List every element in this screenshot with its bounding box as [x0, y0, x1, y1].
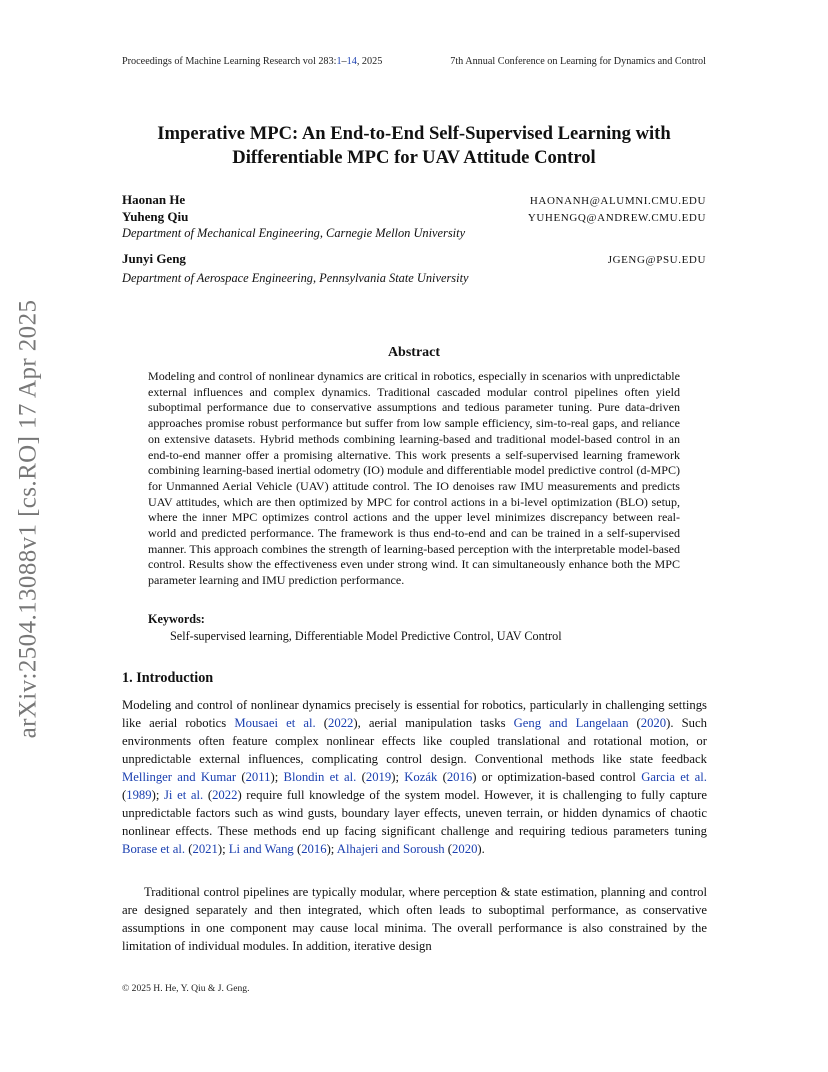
keywords-label: Keywords:: [148, 612, 205, 626]
citation-link[interactable]: Blondin et al.: [283, 769, 357, 784]
author-email: HAONANH@ALUMNI.CMU.EDU: [529, 195, 706, 207]
title-line-1: Imperative MPC: An End-to-End Self-Supervised Learning with: [157, 123, 671, 144]
citation-year-link[interactable]: 2011: [245, 769, 271, 784]
intro-paragraph-1: Modeling and control of nonlinear dynamics precisely is essential for robotics, particularly in challenging settings like aerial robotics Mousaei et al. (2022), aerial manipulation tasks Geng and Langelaan (2020). Such environments often feature complex nonlinear effects like coupled translational and rotational motion, or unpredictable external influences, complicating control design. Conventional methods like state feedback Mellinger and Kumar (2011); Blondin et al. (2019); Kozák (2016) or optimization-based control Garcia et al. (1989); Ji et al. (2022) require full knowledge of the system model. However, it is challenging to fully capture unpredictable factors such as wind gusts, boundary layer effects, uneven terrain, or hidden dynamics of chaotic nonlinear effects. These methods end up facing significant challenge and requiring tedious parameters tuning Borase et al. (2021); Li and Wang (2016); Alhajeri and Soroush (2020).: [122, 698, 707, 856]
citation-year-link[interactable]: 2016: [301, 841, 327, 856]
author-email: JGENG@PSU.EDU: [607, 254, 706, 266]
citation-year-link[interactable]: 2020: [640, 715, 667, 730]
citation-link[interactable]: Geng and Langelaan: [513, 715, 629, 730]
citation-year-link[interactable]: 2022: [328, 715, 354, 730]
citation-year-link[interactable]: 2020: [452, 841, 478, 856]
keywords-text: Self-supervised learning, Differentiable Model Predictive Control, UAV Control: [170, 629, 562, 643]
citation-link[interactable]: Li and Wang: [228, 841, 294, 856]
author-name: Yuheng Qiu: [122, 209, 189, 224]
citation-link[interactable]: Garcia et al.: [641, 769, 707, 784]
affiliation: Department of Aerospace Engineering, Pennsylvania State University: [122, 271, 469, 285]
citation-link[interactable]: Ji et al.: [164, 787, 204, 802]
citation-link[interactable]: Mellinger and Kumar: [122, 769, 237, 784]
arxiv-stamp: arXiv:2504.13088v1 [cs.RO] 17 Apr 2025: [14, 299, 41, 739]
intro-paragraph-2: Traditional control pipelines are typically modular, where perception & state estimation, planning and control are designed separately and then integrated, which often leads to suboptimal performance, as conservative assumptions in one component may cause local minima. The overall performance is also constrained by the limitation of individual modules. In addition, iterative design: [122, 885, 707, 953]
citation-link[interactable]: Alhajeri and Soroush: [336, 841, 445, 856]
author-email: YUHENGQ@ANDREW.CMU.EDU: [527, 212, 706, 224]
paper-title: [0, 122, 828, 170]
abstract-body: Modeling and control of nonlinear dynamics are critical in robotics, especially in scenarios with unpredictable external influences and complex dynamics. Traditional cascaded modular control pipelines often yield suboptimal performance due to conservative assumptions and tedious parameter tuning. Pure data-driven approaches promise robust performance but suffer from low sample efficiency, sim-to-real gaps, and reliance on extensive datasets. Hybrid methods combining learning-based and traditional model-based control in an end-to-end manner offer a promising alternative. This work presents a self-supervised learning framework combining learning-based inertial odometry (IO) module and differentiable model predictive control (d-MPC) for Unmanned Aerial Vehicle (UAV) attitude control. The IO denoises raw IMU measurements and predicts UAV attitudes, which are then optimized by MPC for control actions in a bi-level optimization (BLO) setup, where the inner MPC optimizes control actions and the upper level minimizes discrepancy between real-world and predicted performance. The framework is thus end-to-end and can be trained in a self-supervised manner. This approach combines the strength of learning-based perception with the interpretable model-based control. Results show the effectiveness even under strong wind. It can simultaneously enhance both the MPC parameter learning and IMU prediction performance.: [148, 369, 680, 588]
author-name: Junyi Geng: [122, 251, 186, 266]
title-line-2: Differentiable MPC for UAV Attitude Control: [232, 147, 596, 168]
copyright-footer: © 2025 H. He, Y. Qiu & J. Geng.: [122, 983, 250, 994]
citation-year-link[interactable]: 2019: [365, 769, 392, 784]
author-name: Haonan He: [122, 192, 186, 207]
section-heading-introduction: 1. Introduction: [122, 670, 214, 686]
citation-link[interactable]: Mousaei et al.: [234, 715, 316, 730]
abstract-heading: Abstract: [387, 345, 441, 360]
citation-year-link[interactable]: 2016: [446, 769, 473, 784]
citation-year-link[interactable]: 1989: [126, 787, 152, 802]
citation-year-link[interactable]: 2022: [212, 787, 238, 802]
affiliation: Department of Mechanical Engineering, Carnegie Mellon University: [122, 226, 466, 240]
running-header-conference: 7th Annual Conference on Learning for Dynamics and Control: [450, 56, 706, 67]
citation-year-link[interactable]: 2021: [192, 841, 218, 856]
page-start-link[interactable]: 1: [336, 56, 342, 67]
page-end-link[interactable]: 14: [346, 56, 357, 67]
citation-link[interactable]: Borase et al.: [122, 841, 186, 856]
citation-link[interactable]: Kozák: [404, 769, 438, 784]
running-header-venue: Proceedings of Machine Learning Research vol 283:1–14, 2025: [122, 56, 383, 67]
